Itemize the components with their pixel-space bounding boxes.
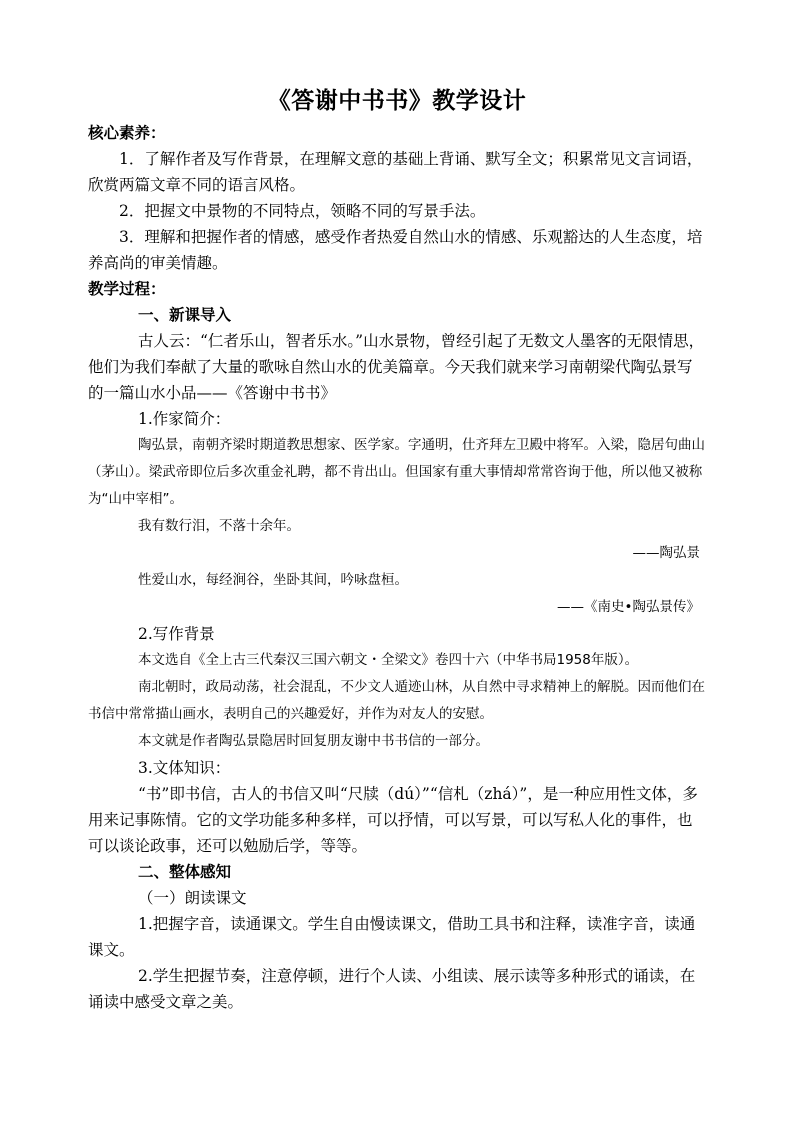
quote-2-text: 性爱山水，每经涧谷，坐卧其间，吟咏盘桓。 (138, 572, 408, 588)
quote-1-source: ——陶弘景 (632, 545, 700, 561)
background-paragraph-1: 本文选自《全上古三代秦汉三国六朝文・全梁文》卷四十六（中华书局1958年版）。 (138, 652, 639, 668)
genre-heading: 3.文体知识： (138, 759, 231, 777)
background-paragraph-3: 本文就是作者陶弘景隐居时回复朋友谢中书书信的一部分。 (138, 733, 489, 749)
document-title: 《答谢中书书》教学设计 (267, 87, 527, 114)
core-heading: 核心素养： (88, 123, 166, 142)
background-paragraph-2: 南北朝时，政局动荡，社会混乱，不少文人遁迹山林，从自然中寻求精神上的解脱。因而他们在书信中常常描山画水，表明自己的兴趣爱好，并作为对友人的安慰。 (88, 679, 705, 722)
section-1-heading: 一、新课导入 (138, 305, 232, 324)
author-heading: 1.作家简介： (138, 410, 231, 428)
core-item-3: 3．理解和把握作者的情感，感受作者热爱自然山水的情感、乐观豁达的人生态度，培养高尚的审美情趣。 (88, 228, 703, 272)
genre-text: “书”即书信，古人的书信又叫“尺牍（dú）”“信札（zhá）”，是一种应用性文体，多用来记事陈情。它的文学功能多种多样，可以抒情，可以写景，可以写私人化的事件，也可以谈论政事，还可以勉励后学，等等。 (88, 785, 698, 855)
author-text: 陶弘景，南朝齐梁时期道教思想家、医学家。字通明，仕齐拜左卫殿中将军。入梁，隐居句曲山（茅山）。梁武帝即位后多次重金礼聘，都不肯出山。但国家有重大事情却常常咨询于他，所以他又被称为“山中宰相”。 (88, 437, 705, 507)
section-2-heading: 二、整体感知 (138, 862, 232, 881)
core-item-2: 2．把握文中景物的不同特点，领略不同的写景手法。 (119, 202, 486, 220)
sub-heading-reading: （一）朗读课文 (138, 889, 247, 907)
quote-2-source: ——《南史•陶弘景传》 (557, 599, 700, 615)
intro-paragraph: 古人云：“仁者乐山，智者乐水。”山水景物，曾经引起了无数文人墨客的无限情思，他们为我们奉献了大量的歌咏自然山水的优美篇章。今天我们就来学习南朝梁代陶弘景写的一篇山水小品——《答谢中书书》 (88, 332, 705, 402)
background-heading: 2.写作背景 (138, 625, 215, 643)
process-heading: 教学过程： (88, 279, 166, 298)
core-item-1: 1．了解作者及写作背景，在理解文意的基础上背诵、默写全文；积累常见文言词语，欣赏两篇文章不同的语言风格。 (88, 150, 703, 194)
reading-item-1: 1.把握字音，读通课文。学生自由慢读课文，借助工具书和注释，读准字音，读通课文。 (88, 915, 696, 959)
quote-1-text: 我有数行泪，不落十余年。 (138, 518, 300, 534)
document-body (88, 120, 706, 1015)
reading-item-2: 2.学生把握节奏，注意停顿，进行个人读、小组读、展示读等多种形式的诵读，在诵读中感受文章之美。 (88, 967, 696, 1011)
